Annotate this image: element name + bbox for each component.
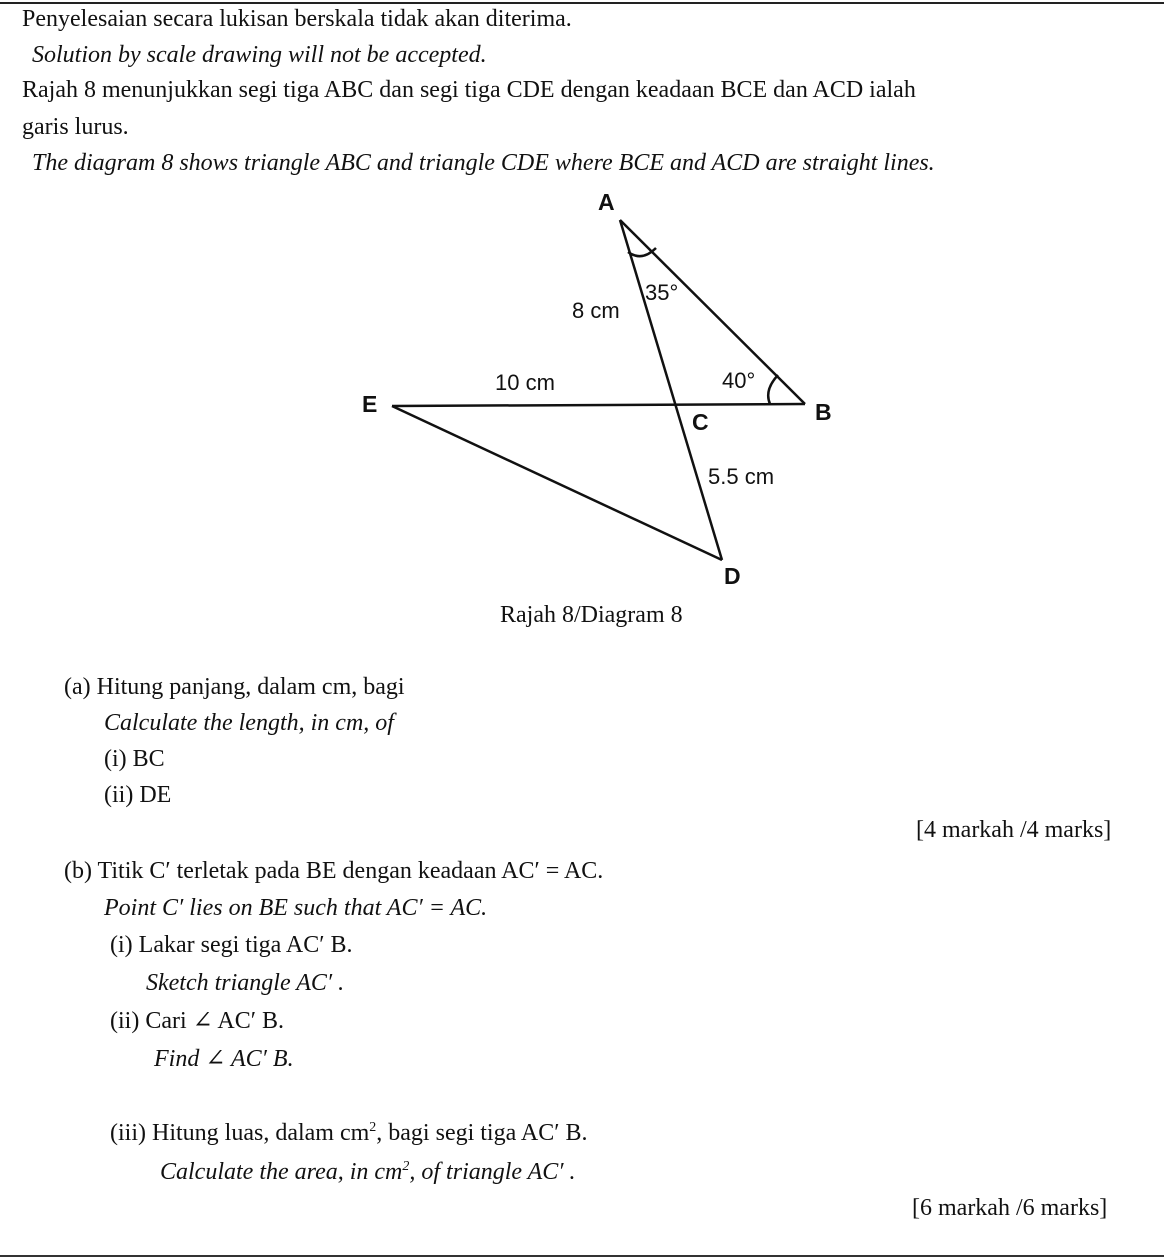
angle-b-arc	[768, 375, 778, 404]
label-ec-length: 10 cm	[495, 370, 555, 395]
part-a-question-ms: (a) Hitung panjang, dalam cm, bagi	[64, 674, 405, 700]
label-cd-length: 5.5 cm	[708, 464, 775, 489]
intro-ms-line1: Rajah 8 menunjukkan segi tiga ABC dan segi tiga CDE dengan keadaan BCE dan ACD ialah	[22, 77, 916, 103]
part-b-marks: [6 markah /6 marks]	[912, 1195, 1108, 1221]
part-b-i-en: Sketch triangle AC′ .	[146, 970, 345, 996]
part-a-question-en: Calculate the length, in cm, of	[104, 710, 394, 736]
part-a-i: (i) BC	[104, 746, 165, 772]
point-b-label: B	[815, 399, 832, 425]
intro-ms-line2: garis lurus.	[22, 114, 129, 140]
part-b-iii-en: Calculate the area, in $cm^2$, of triangle AC′ .	[160, 1159, 576, 1185]
point-c-label: C	[692, 409, 709, 435]
part-b-ii-en: Find ∠ AC′ B.	[154, 1046, 294, 1072]
angle-a-arc	[628, 248, 656, 256]
note-ms: Penyelesaian secara lukisan berskala tidak akan diterima.	[22, 6, 572, 32]
part-b-ii-ms: (ii) Cari ∠ AC′ B.	[110, 1008, 285, 1034]
part-b-question-ms: (b) Titik C′ terletak pada BE dengan keadaan AC′ = AC.	[64, 858, 604, 884]
note-en: Solution by scale drawing will not be accepted.	[32, 42, 487, 68]
bottom-rule	[0, 1255, 1164, 1257]
part-a-ii: (ii) DE	[104, 782, 172, 808]
part-b-question-en: Point C′ lies on BE such that AC′ = AC.	[104, 895, 488, 921]
label-angle-b: 40°	[722, 368, 756, 393]
label-ac-length: 8 cm	[572, 298, 620, 323]
intro-en: The diagram 8 shows triangle ABC and triangle CDE where BCE and ACD are straight lines.	[32, 150, 935, 176]
diagram-caption: Rajah 8/Diagram 8	[500, 602, 683, 628]
point-d-label: D	[724, 563, 741, 589]
label-angle-a: 35°	[645, 280, 679, 305]
part-b-iii-ms: (iii) Hitung luas, dalam $cm^2$, bagi segi tiga AC′ B.	[110, 1120, 588, 1146]
part-a-marks: [4 markah /4 marks]	[916, 817, 1112, 843]
line-ed	[392, 406, 722, 560]
line-eb	[392, 404, 805, 406]
part-b-i-ms: (i) Lakar segi tiga AC′ B.	[110, 932, 353, 958]
triangle-diagram	[340, 185, 860, 595]
point-a-label: A	[598, 189, 615, 215]
point-e-label: E	[362, 391, 378, 417]
